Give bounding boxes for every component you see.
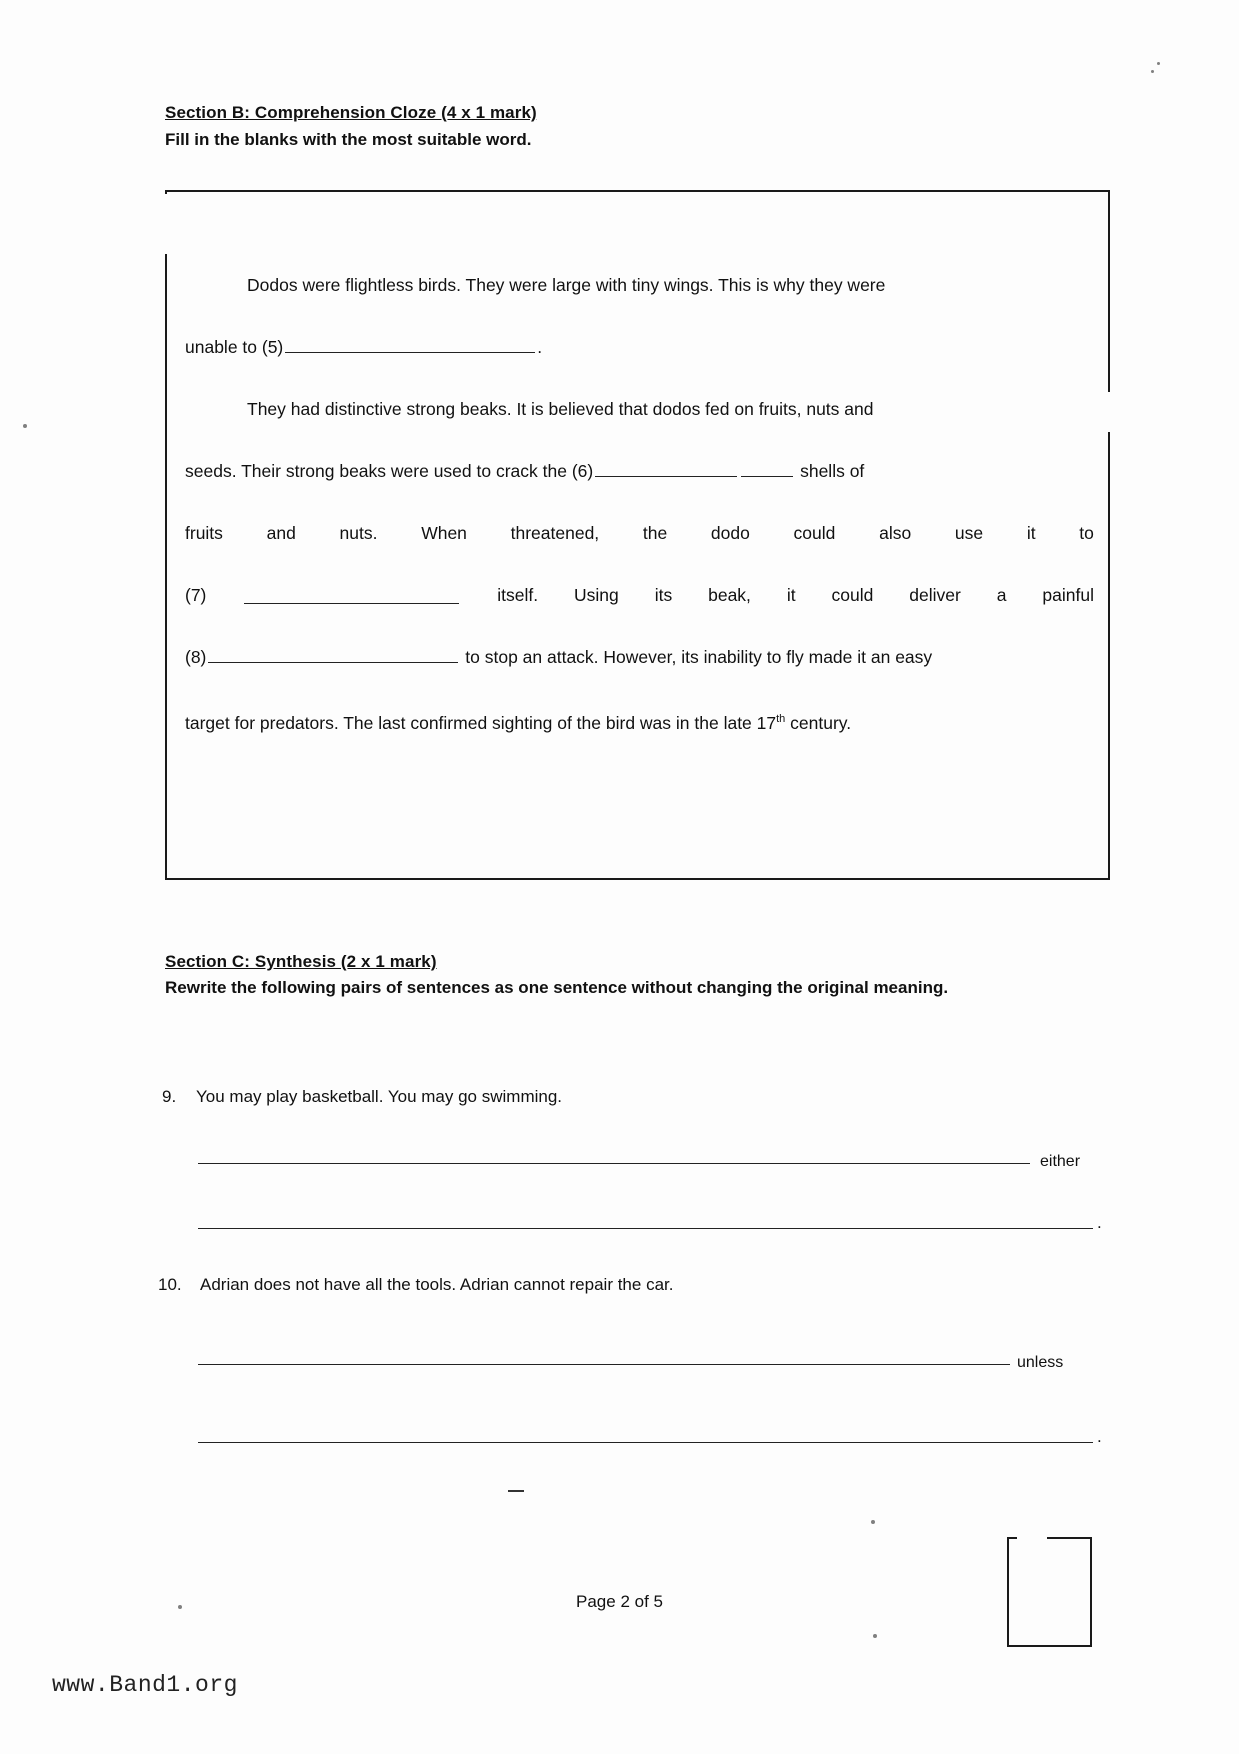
cloze-text: century. (785, 712, 852, 733)
cloze-word: (7) (185, 585, 207, 605)
question-10-end-punctuation: . (1097, 1427, 1102, 1446)
section-c-instruction: Rewrite the following pairs of sentences as one sentence without changing the original meaning. (165, 978, 949, 997)
section-b-heading-text: Section B: Comprehension Cloze (4 x 1 mark) (165, 103, 537, 122)
cloze-text: . (537, 337, 543, 357)
section-c-heading-text: Section C: Synthesis (2 x 1 mark) (165, 952, 437, 971)
cloze-word: could (793, 523, 836, 543)
scan-speck (1157, 62, 1160, 65)
cloze-blank-6b[interactable] (741, 459, 793, 477)
ordinal-suffix: th (776, 713, 786, 725)
cloze-passage-text (185, 254, 1094, 750)
cloze-word: to (1079, 523, 1094, 543)
cloze-line-justified (185, 564, 1094, 626)
cloze-word: beak, (708, 585, 751, 605)
cloze-word: and (266, 523, 296, 543)
scan-speck (1151, 70, 1154, 73)
question-10-tail-word: unless (1017, 1354, 1064, 1371)
question-10-answer-line-2[interactable] (198, 1442, 1093, 1443)
cloze-text: unable to (5) (185, 337, 284, 357)
question-9-answer-line-1[interactable] (198, 1163, 1030, 1164)
question-10-text: Adrian does not have all the tools. Adrian cannot repair the car. (200, 1275, 674, 1294)
cloze-word: it (786, 585, 796, 605)
cloze-line-justified (185, 502, 1094, 564)
cloze-text: seeds. Their strong beaks were used to crack the (6) (185, 461, 594, 481)
question-9-answer-line-2[interactable] (198, 1228, 1093, 1229)
cloze-line (185, 626, 1094, 688)
cloze-word: nuts. (339, 523, 378, 543)
cloze-text: target for predators. The last confirmed sighting of the bird was in the late 17 (185, 712, 777, 733)
cloze-line (185, 440, 1094, 502)
question-9-number: 9. (162, 1087, 177, 1106)
cloze-word: use (954, 523, 984, 543)
cloze-blank-7[interactable] (244, 586, 459, 604)
cloze-word: Using (574, 585, 619, 605)
section-c-heading (165, 952, 437, 972)
scan-speck (23, 424, 27, 428)
cloze-word: also (879, 523, 912, 543)
cloze-word: dodo (710, 523, 750, 543)
cloze-line (185, 254, 1094, 316)
cloze-word: the (642, 523, 668, 543)
cloze-line (185, 688, 1094, 750)
cloze-text: to stop an attack. However, its inability to fly made it an easy (465, 647, 933, 667)
cloze-word: it (1026, 523, 1036, 543)
cloze-word: could (831, 585, 874, 605)
cloze-blank-8[interactable] (208, 645, 458, 663)
cloze-word: itself. (497, 585, 539, 605)
cloze-word: painful (1042, 585, 1094, 605)
question-9-end-punctuation: . (1097, 1213, 1102, 1232)
cloze-line (185, 378, 1094, 440)
cloze-blank-5[interactable] (285, 335, 535, 353)
cloze-word: deliver (909, 585, 961, 605)
scan-speck (873, 1634, 877, 1638)
marker-stamp-box (1007, 1537, 1092, 1647)
question-9-tail-word: either (1040, 1153, 1081, 1170)
site-watermark: www.Band1.org (52, 1672, 238, 1698)
stray-mark (508, 1490, 524, 1492)
cloze-line (185, 316, 1094, 378)
cloze-text: (8) (185, 647, 207, 667)
cloze-text: shells of (800, 461, 865, 481)
cloze-word: a (996, 585, 1007, 605)
cloze-text: They had distinctive strong beaks. It is believed that dodos fed on fruits, nuts and (247, 399, 874, 419)
question-10-number: 10. (158, 1275, 182, 1294)
question-9-text: You may play basketball. You may go swimming. (196, 1087, 563, 1106)
cloze-word: When (421, 523, 467, 543)
cloze-blank-6a[interactable] (595, 459, 737, 477)
cloze-text: Dodos were flightless birds. They were large with tiny wings. This is why they were (247, 275, 886, 295)
cloze-word: fruits (185, 523, 223, 543)
section-b-instruction: Fill in the blanks with the most suitable word. (165, 130, 532, 149)
cloze-word: threatened, (510, 523, 600, 543)
scan-speck (871, 1520, 875, 1524)
cloze-word: its (654, 585, 673, 605)
section-b-heading (165, 103, 537, 123)
cloze-passage-box (165, 190, 1110, 880)
question-10-answer-line-1[interactable] (198, 1364, 1010, 1365)
page-number: Page 2 of 5 (576, 1592, 663, 1611)
